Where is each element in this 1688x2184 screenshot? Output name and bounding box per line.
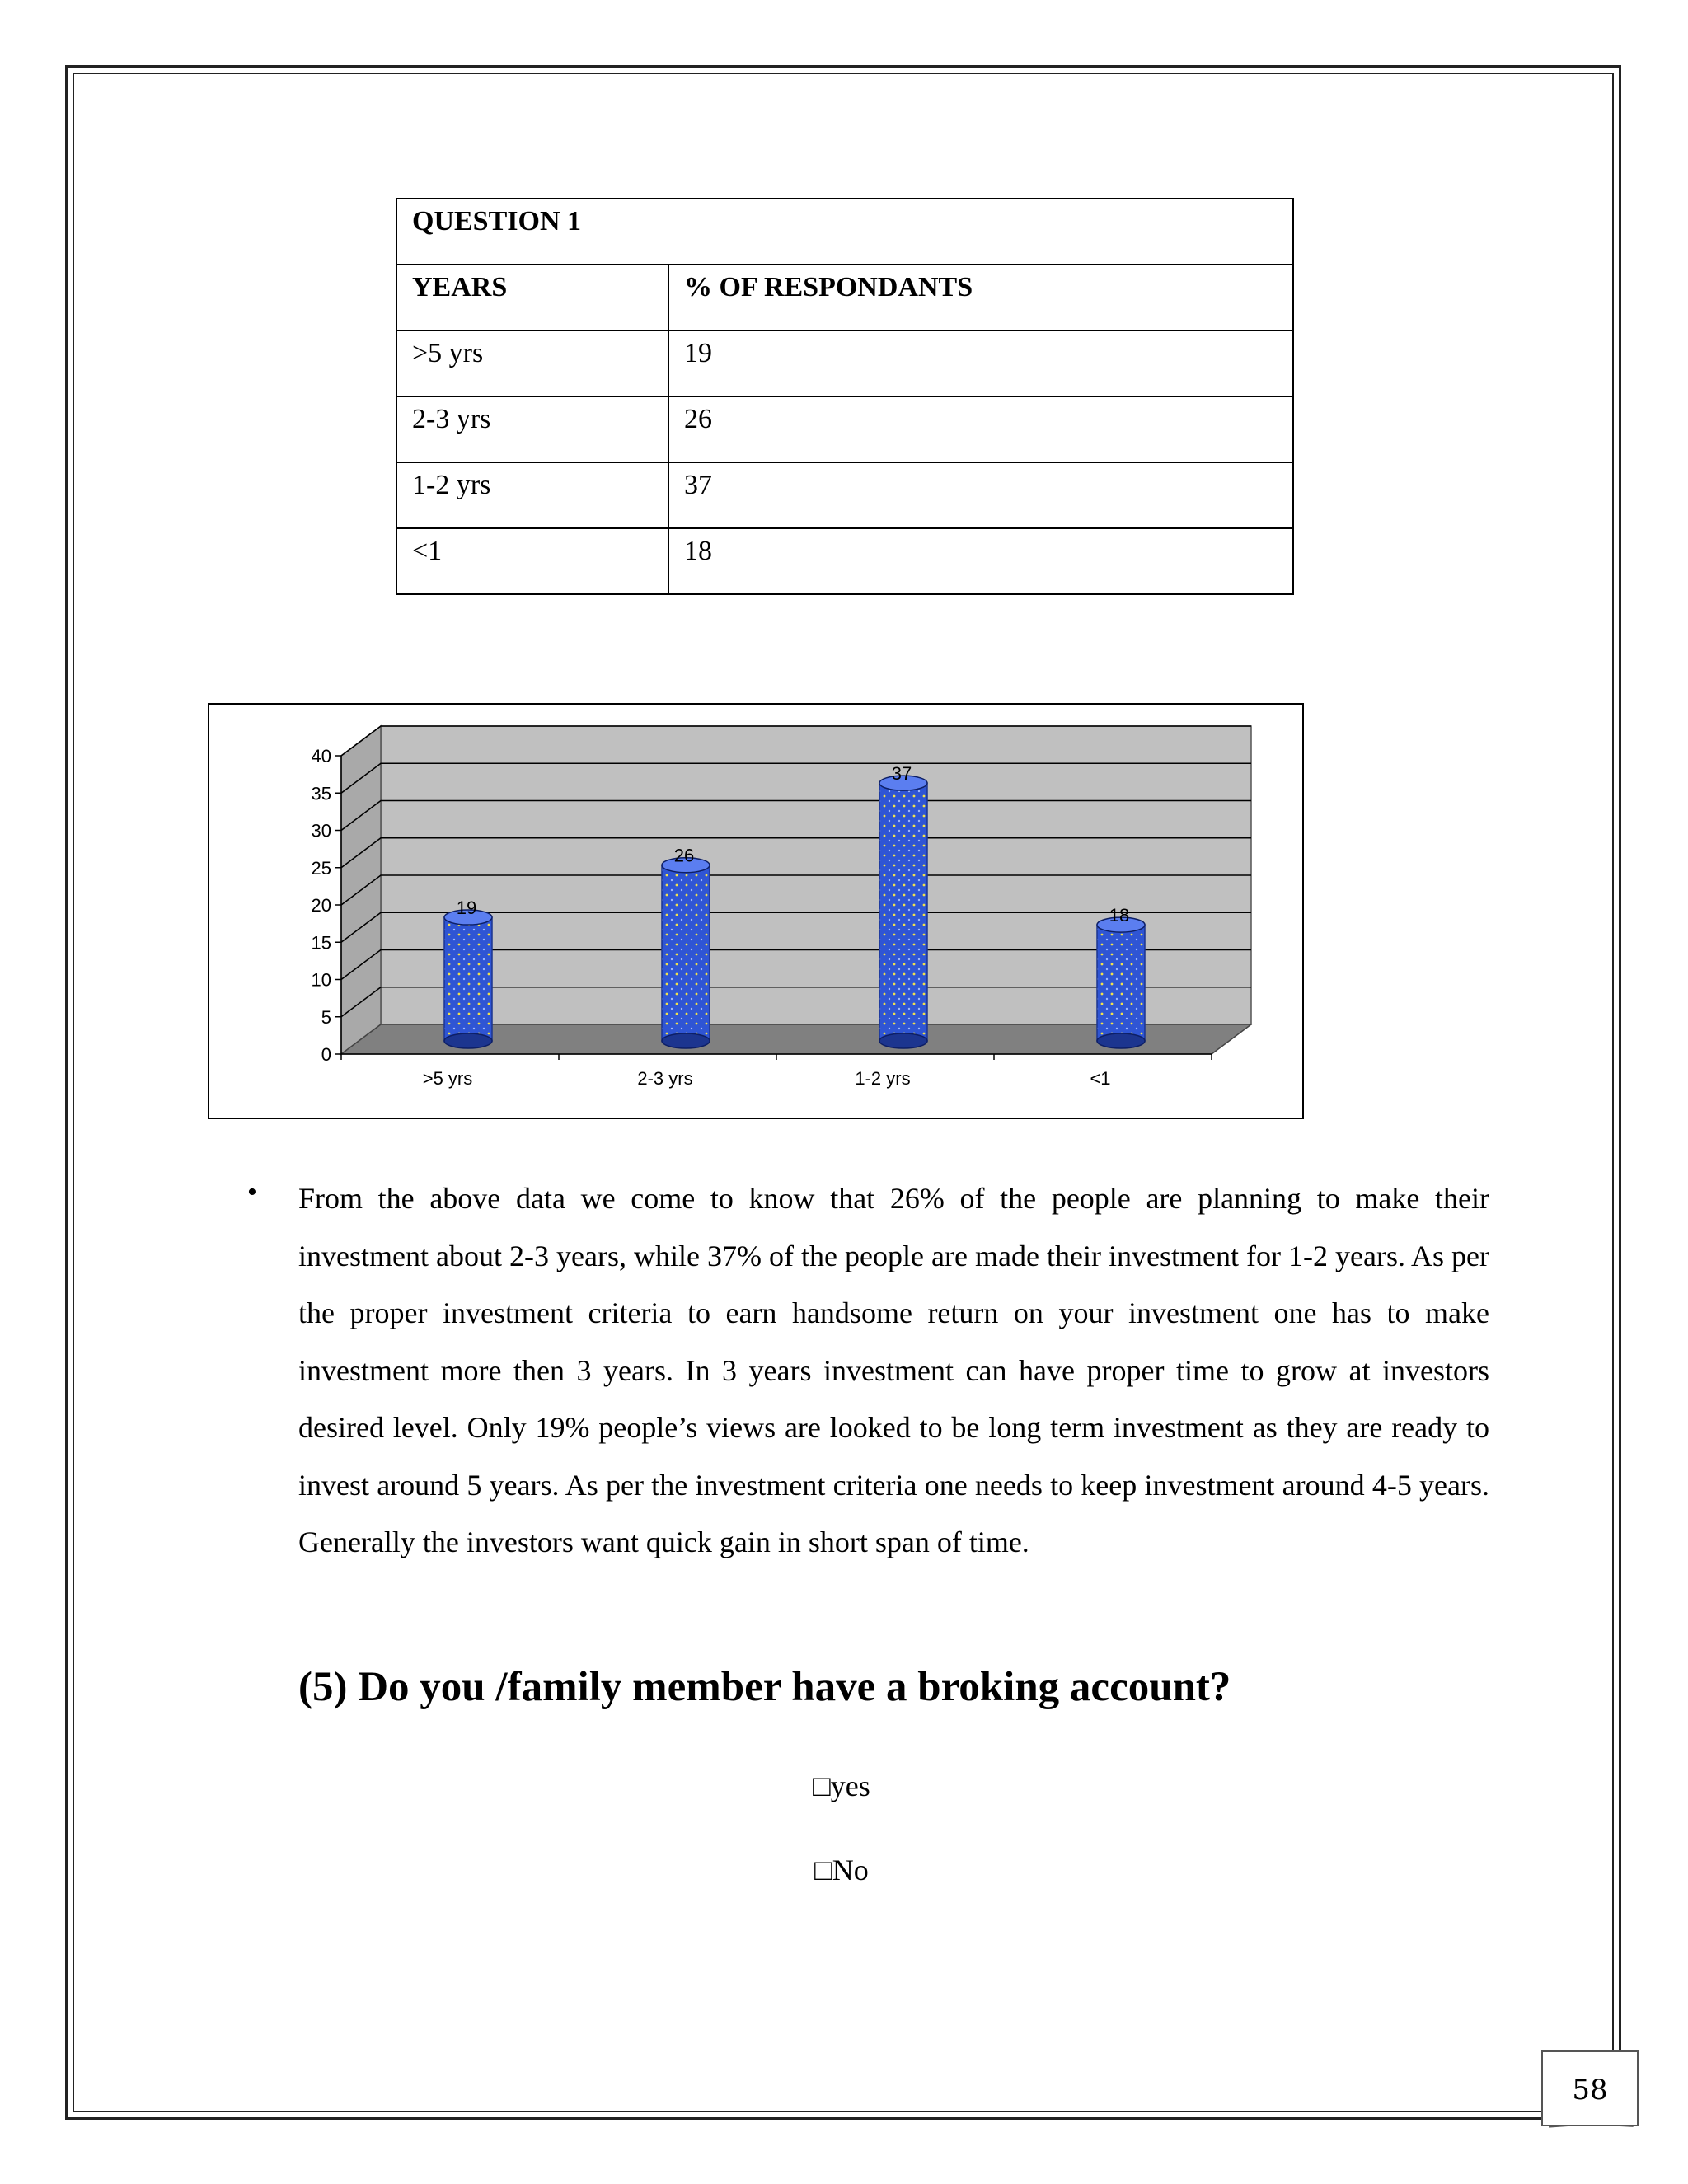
bullet-icon: • <box>247 1177 257 1207</box>
chart-y-tick-label: 15 <box>311 932 331 954</box>
table-title: QUESTION 1 <box>396 199 1293 265</box>
table-cell-years: >5 yrs <box>396 330 668 396</box>
chart-data-label: 18 <box>1109 905 1130 926</box>
chart-bar <box>1097 925 1145 1041</box>
table-row <box>396 396 1293 462</box>
chart-y-tick-label: 0 <box>321 1044 331 1065</box>
chart-x-tick-label: >5 yrs <box>422 1068 473 1089</box>
question-1-table <box>396 198 1294 595</box>
table-header-percent: % OF RESPONDANTS <box>668 265 1293 330</box>
table-cell-years: 1-2 yrs <box>396 462 668 528</box>
bar-chart-frame <box>208 703 1304 1119</box>
chart-bar-base <box>879 1033 927 1048</box>
table-row <box>396 462 1293 528</box>
chart-x-tick-label: <1 <box>1090 1068 1111 1089</box>
table-row <box>396 528 1293 594</box>
chart-x-tick-label: 2-3 yrs <box>637 1068 693 1089</box>
chart-y-tick-label: 35 <box>311 783 331 804</box>
chart-bar-base <box>1097 1033 1145 1048</box>
table-cell-percent: 18 <box>668 528 1293 594</box>
chart-bar <box>879 783 927 1041</box>
page-number-badge <box>1541 2050 1639 2126</box>
table-header-row <box>396 265 1293 330</box>
chart-y-tick-label: 25 <box>311 857 331 879</box>
chart-y-tick-label: 40 <box>311 746 331 766</box>
chart-data-label: 26 <box>673 845 695 866</box>
table-header-years: YEARS <box>396 265 668 330</box>
chart-x-tick-label: 1-2 yrs <box>855 1068 911 1089</box>
chart-y-tick-label: 20 <box>311 895 331 916</box>
analysis-paragraph: From the above data we come to know that 26% of the people are planning to make their investment about 2-3 years, while 37% of the people are made their investment for 1-2 years. As per the proper investment criteria to earn handsome return on your investment one has to make investment more then 3 years. In 3 years investment can have proper time to grow at investors desired level. Only 19% people’s views are looked to be long term investment as they are ready to invest around 5 years. As per the investment criteria one needs to keep investment around 4-5 years. Generally the investors want quick gain in short span of time. <box>298 1182 1489 1558</box>
table-cell-years: <1 <box>396 528 668 594</box>
page-number: 58 <box>1572 2074 1608 2107</box>
table-cell-percent: 37 <box>668 462 1293 528</box>
table-cell-years: 2-3 yrs <box>396 396 668 462</box>
table-title-row <box>396 199 1293 265</box>
chart-data-label: 19 <box>456 898 477 919</box>
question-5-heading: (5) Do you /family member have a broking account? <box>298 1664 1231 1710</box>
chart-y-tick-label: 10 <box>311 969 331 991</box>
table-cell-percent: 26 <box>668 396 1293 462</box>
chart-y-tick-label: 5 <box>321 1006 331 1028</box>
chart-bar-base <box>444 1033 492 1048</box>
option-no-checkbox[interactable]: □No <box>814 1854 869 1886</box>
chart-data-label: 37 <box>891 763 912 785</box>
table-row <box>396 330 1293 396</box>
chart-bar <box>662 865 710 1041</box>
table-cell-percent: 19 <box>668 330 1293 396</box>
chart-bar <box>444 917 492 1041</box>
bar-chart <box>209 705 1302 1118</box>
chart-y-tick-label: 30 <box>311 820 331 841</box>
chart-bar-base <box>662 1033 710 1048</box>
option-yes-checkbox[interactable]: □yes <box>813 1769 870 1802</box>
